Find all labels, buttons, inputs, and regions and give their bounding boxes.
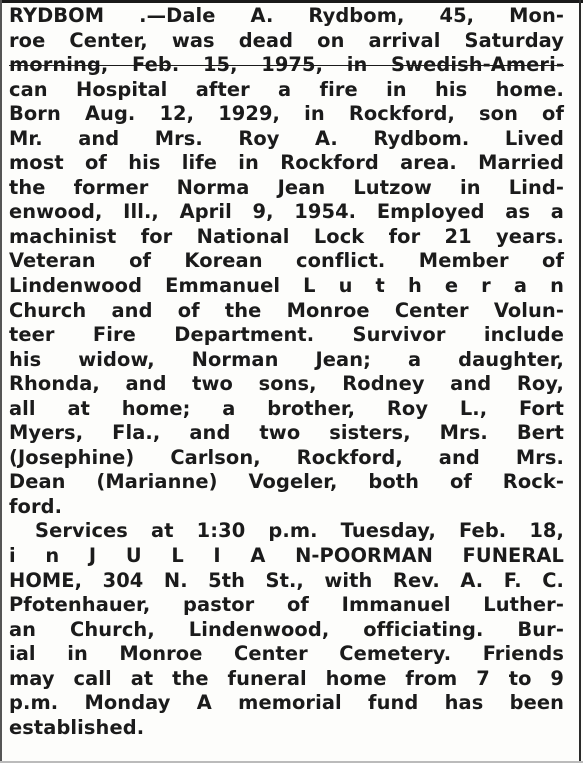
text-line: most of his life in Rockford area. Married: [9, 151, 564, 175]
text-line: i n J U L I A N-POORMAN FUNERAL: [9, 544, 564, 568]
text-line: RYDBOM .—Dale A. Rydbom, 45, Mon-: [9, 4, 564, 27]
text-line: enwood, Ill., April 9, 1954. Employed as a: [9, 200, 564, 224]
text-line: all at home; a brother, Roy L., Fort: [9, 396, 564, 420]
text-line: Veteran of Korean conflict. Member of: [9, 249, 564, 273]
text-line: ial in Monroe Center Cemetery. Friends: [9, 642, 564, 666]
text-line: his widow, Norman Jean; a daughter,: [9, 347, 564, 371]
text-line: HOME, 304 N. 5th St., with Rev. A. F. C.: [9, 568, 564, 592]
text-line: the former Norma Jean Lutzow in Lind-: [9, 175, 564, 199]
obituary-paragraph-2: [9, 519, 564, 740]
text-line: established.: [9, 715, 145, 739]
obituary-text: [9, 4, 564, 740]
text-line: can Hospital after a fire in his home.: [9, 77, 564, 101]
text-line: Church and of the Monroe Center Volun-: [9, 298, 564, 322]
text-line: Dean (Marianne) Vogeler, both of Rock-: [9, 470, 564, 494]
text-line: roe Center, was dead on arrival Saturday: [9, 28, 564, 52]
text-line: Born Aug. 12, 1929, in Rockford, son of: [9, 102, 564, 126]
text-line: machinist for National Lock for 21 years.: [9, 224, 564, 248]
text-line: teer Fire Department. Survivor include: [9, 323, 564, 347]
text-line: Lindenwood Emmanuel L u t h e r a n: [9, 274, 564, 298]
text-line: Services at 1:30 p.m. Tuesday, Feb. 18,: [35, 519, 564, 543]
text-line: ford.: [9, 494, 63, 518]
text-line: Rhonda, and two sons, Rodney and Roy,: [9, 372, 564, 396]
top-column-rule: [0, 0, 583, 3]
text-line: (Josephine) Carlson, Rockford, and Mrs.: [9, 445, 564, 469]
text-line: p.m. Monday A memorial fund has been: [9, 691, 564, 715]
text-line: may call at the funeral home from 7 to 9: [9, 666, 564, 690]
right-column-rule: [579, 0, 581, 763]
text-line: morning, Feb. 15, 1975, in Swedish-Ameri-: [9, 53, 564, 77]
obituary-paragraph-1: [9, 4, 564, 519]
text-line: an Church, Lindenwood, officiating. Bur-: [9, 617, 564, 641]
text-line: Pfotenhauer, pastor of Immanuel Luther-: [9, 593, 564, 617]
text-line: Mr. and Mrs. Roy A. Rydbom. Lived: [9, 126, 564, 150]
text-line: Myers, Fla., and two sisters, Mrs. Bert: [9, 421, 564, 445]
left-column-rule: [0, 0, 2, 763]
